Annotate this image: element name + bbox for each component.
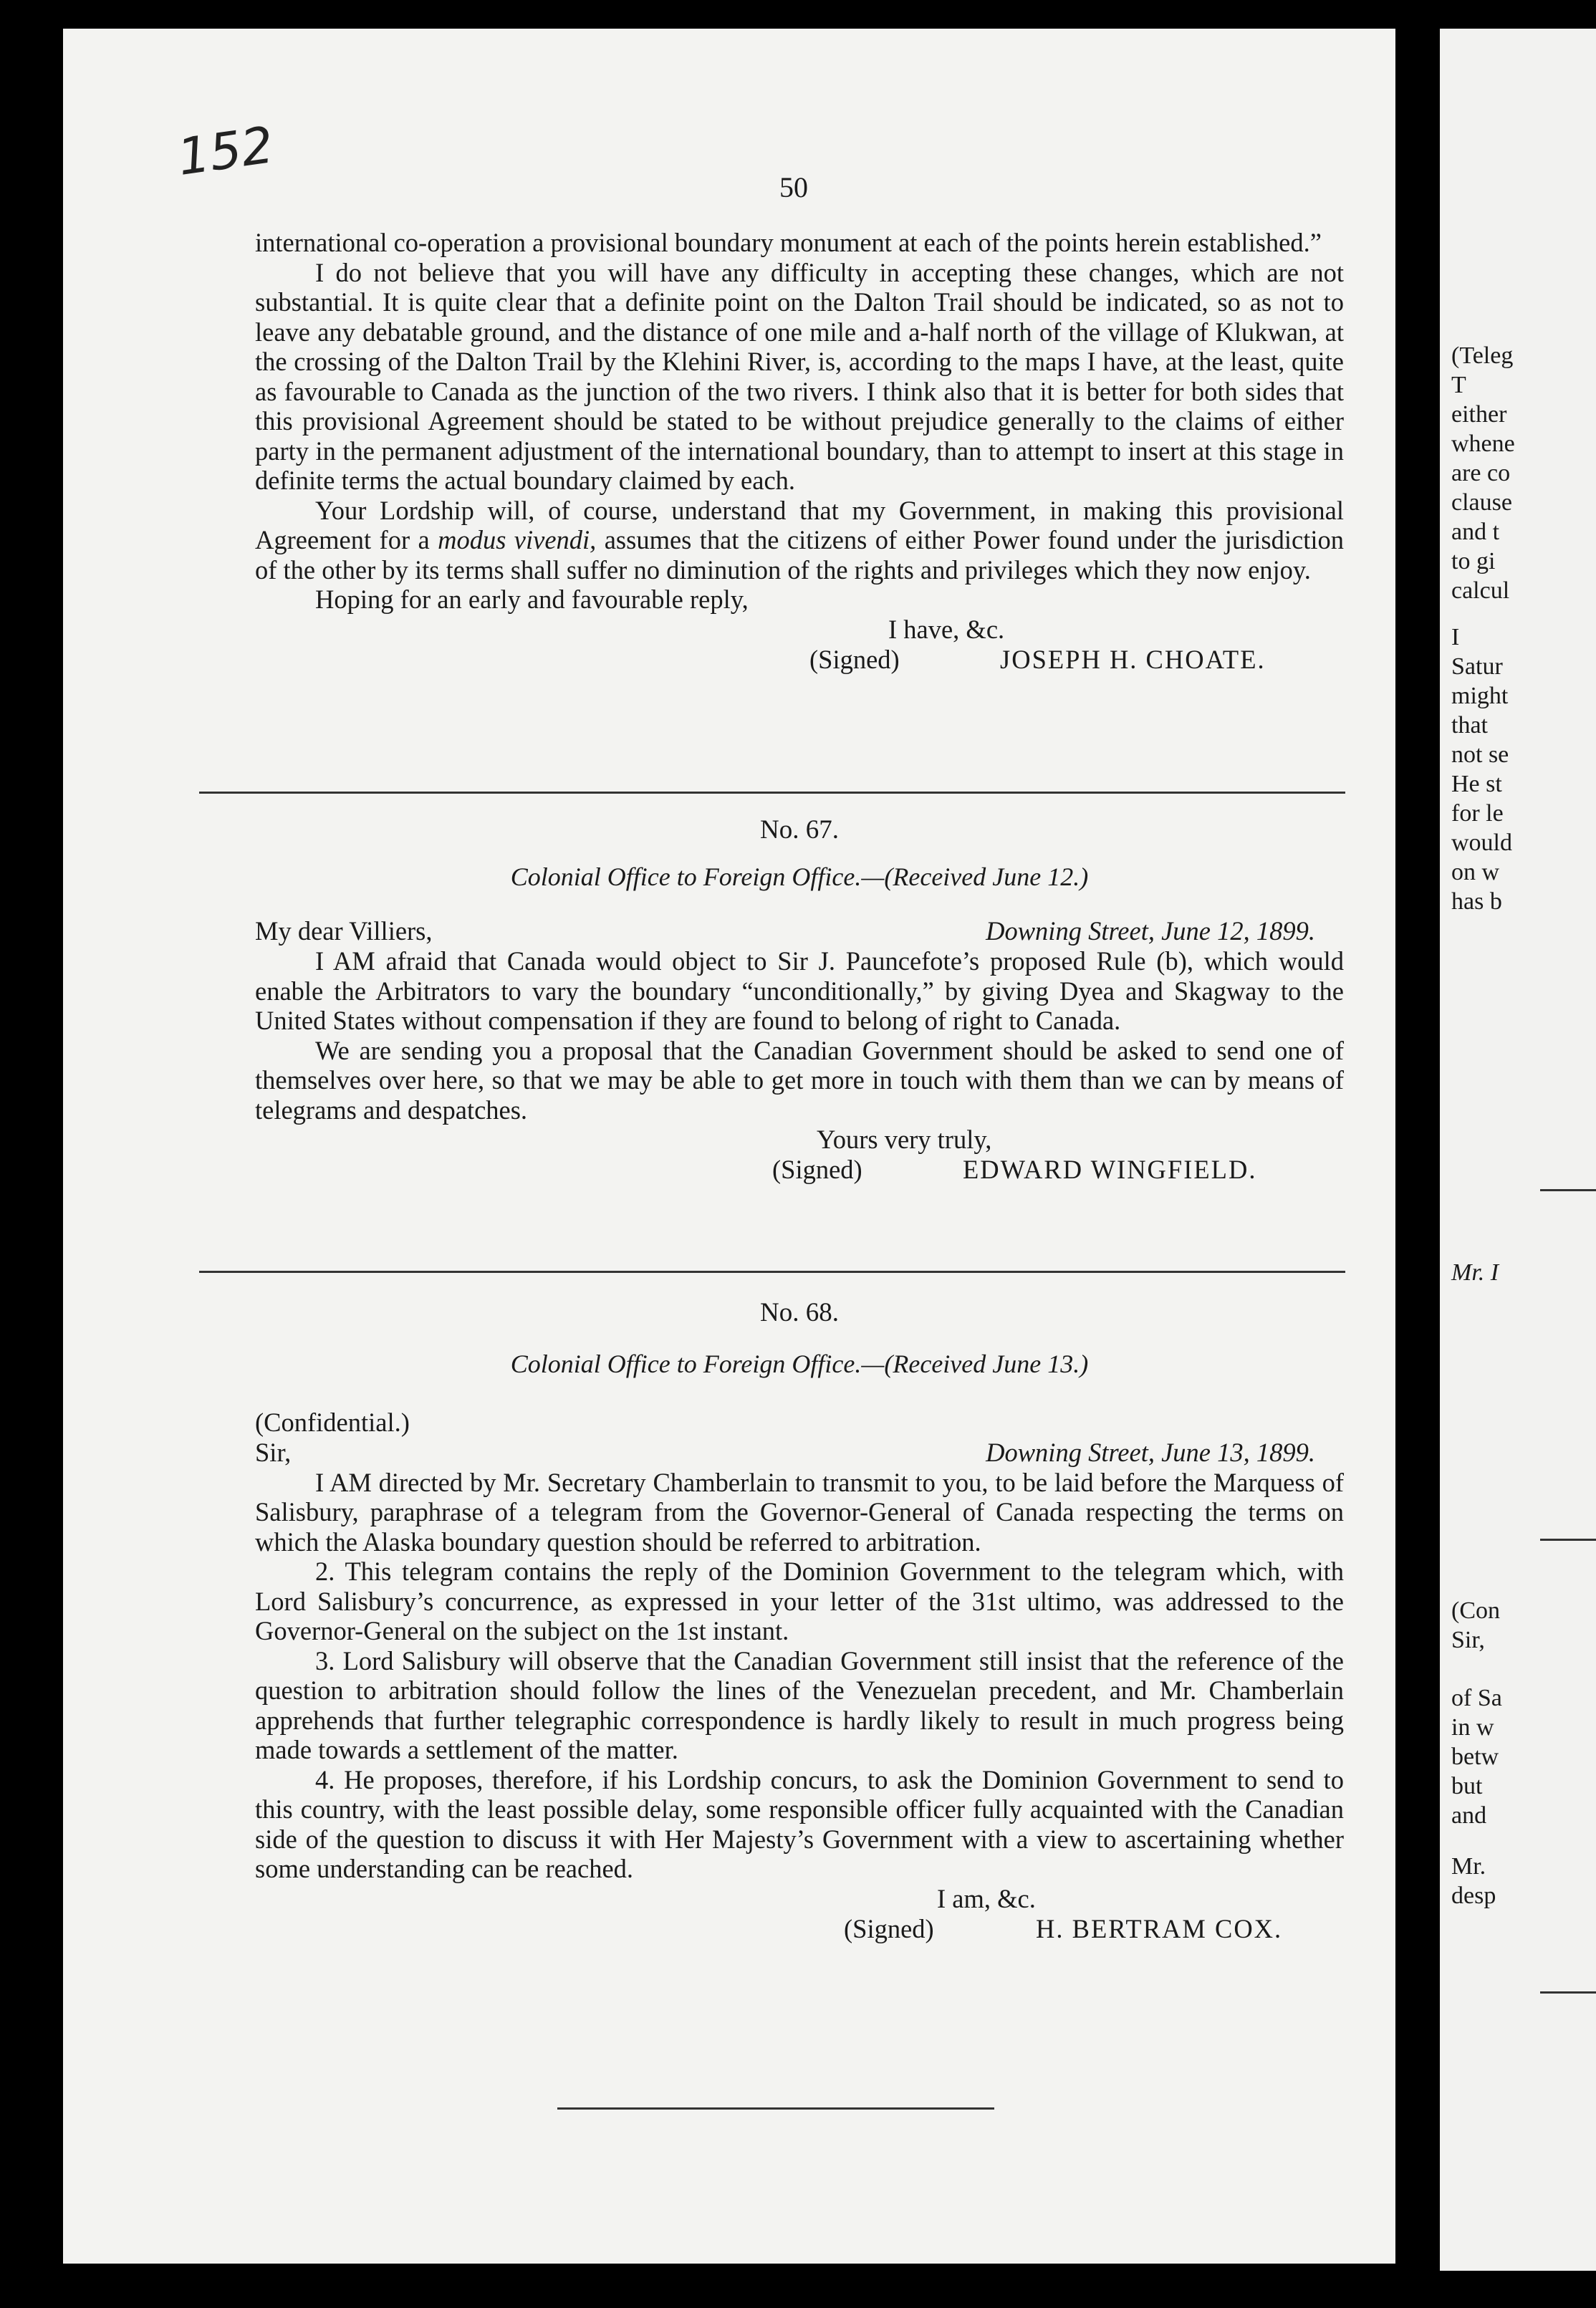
dateline: Downing Street, June 12, 1899. xyxy=(986,916,1315,946)
adjacent-text-line: I xyxy=(1451,624,1460,650)
adjacent-text-line: Mr. I xyxy=(1451,1259,1499,1286)
page-number: 50 xyxy=(779,171,808,203)
closing-line: Yours very truly, xyxy=(817,1125,992,1154)
confidential-label: (Confidential.) xyxy=(255,1408,410,1437)
adjacent-page-fragment xyxy=(1440,29,1596,2271)
adjacent-text-line: in w xyxy=(1451,1714,1494,1741)
salutation-dateline xyxy=(255,916,1344,946)
document-number: No. 67. xyxy=(760,815,839,845)
body-paragraph: 4. He proposes, therefore, if his Lordship concurs, to ask the Dominion Government to send to this country, with the least possible delay, some responsible officer fully acquainted with the Canadian side of the question to discuss it with Her Majesty’s Government with a view to ascertaining whether some understanding can be reached. xyxy=(255,1764,1344,1883)
signature-line xyxy=(255,1914,1344,1944)
document-page xyxy=(63,29,1395,2264)
adjacent-text-line: either xyxy=(1451,401,1507,428)
letter-choate-continuation xyxy=(255,228,1344,675)
adjacent-text-line: Sir, xyxy=(1451,1627,1485,1653)
adjacent-text-line: and t xyxy=(1451,519,1500,545)
adjacent-text-line: clause xyxy=(1451,489,1512,516)
document-heading: Colonial Office to Foreign Office.—(Received June 12.) xyxy=(510,862,1089,891)
adjacent-text-line: that xyxy=(1451,712,1488,739)
adjacent-text-line: T xyxy=(1451,372,1466,398)
signature-line xyxy=(255,1155,1344,1185)
adjacent-text-line: to gi xyxy=(1451,548,1496,574)
adjacent-text-line: has b xyxy=(1451,888,1502,915)
document-heading: Colonial Office to Foreign Office.—(Received June 13.) xyxy=(510,1349,1089,1378)
letter-no-67 xyxy=(255,815,1344,1185)
signed-label: (Signed) xyxy=(844,1913,934,1943)
adjacent-text-line: but xyxy=(1451,1773,1483,1799)
signed-label: (Signed) xyxy=(772,1155,862,1184)
salutation: Sir, xyxy=(255,1437,292,1467)
adjacent-text-line: betw xyxy=(1451,1744,1499,1770)
adjacent-text-line: are co xyxy=(1451,460,1511,486)
body-paragraph: I AM afraid that Canada would object to Sir J. Pauncefote’s proposed Rule (b), which would enable the Arbitrators to vary the boundary “unconditionally,” by giving Dyea and Skagway to the United States without compensation if they are found to belong of right to Canada. xyxy=(255,946,1344,1035)
adjacent-text-line: (Teleg xyxy=(1451,342,1514,369)
section-divider xyxy=(199,1271,1345,1273)
adjacent-text-line: Satur xyxy=(1451,653,1503,680)
adjacent-text-line: and xyxy=(1451,1802,1487,1829)
adjacent-text-line: He st xyxy=(1451,771,1502,797)
section-divider xyxy=(199,792,1345,794)
body-paragraph: 3. Lord Salisbury will observe that the Canadian Government still insist that the reference of the question to arbitration should follow the lines of the Venezuelan precedent, and Mr. Chamberlain apprehends that further telegraphic correspondence is hardly likely to result in much progress being made towards a settlement of the matter. xyxy=(255,1645,1344,1764)
adjacent-text-line: Mr. xyxy=(1451,1853,1486,1880)
adjacent-text-line: not se xyxy=(1451,741,1509,768)
body-paragraph: 2. This telegram contains the reply of the Dominion Government to the telegram which, with Lord Salisbury’s concurrence, as expressed in your letter of the 31st ultimo, was addressed to the Governor-General on the subject on the 1st instant. xyxy=(255,1557,1344,1645)
body-paragraph: I do not believe that you will have any difficulty in accepting these changes, which are not substantial. It is quite clear that a definite point on the Dalton Trail should be indicated, so as not to leave any debatable ground, and the distance of one mile and a-half north of the village of Klukwan, at the crossing of the Dalton Trail by the Klehini River, is, according to the maps I have, at the least, quite as favourable to Canada as the junction of the two rivers. I think also that it is better for both sides that this provisional Agreement should be stated to be without prejudice generally to the claims of either party in the permanent adjustment of the international boundary, than to attempt to insert at this stage in definite terms the actual boundary claimed by each. xyxy=(255,257,1344,495)
letter-no-68 xyxy=(255,1298,1344,1944)
adjacent-divider xyxy=(1540,1189,1596,1191)
adjacent-text-line: (Con xyxy=(1451,1597,1500,1624)
adjacent-text-line: calcul xyxy=(1451,577,1510,604)
end-rule xyxy=(557,2107,994,2110)
adjacent-text-line: of Sa xyxy=(1451,1685,1502,1711)
closing-line: I have, &c. xyxy=(888,614,1005,644)
signature-line xyxy=(255,645,1344,675)
document-number: No. 68. xyxy=(760,1298,839,1327)
adjacent-text-line: for le xyxy=(1451,800,1504,827)
body-paragraph: We are sending you a proposal that the Canadian Government should be asked to send one of themselves over here, so that we may be able to get more in touch with them than we can by means of telegrams and despatches. xyxy=(255,1035,1344,1125)
body-paragraph: Your Lordship will, of course, understand that my Government, in making this provisional Agreement for a modus vivendi, assumes that the citizens of either Power found under the jurisdiction of the other by its terms shall suffer no diminution of the rights and privileges which they now enjoy. xyxy=(255,495,1344,585)
opening-paragraph: international co-operation a provisional boundary monument at each of the points herein established.” xyxy=(255,228,1322,257)
signer-name: EDWARD WINGFIELD. xyxy=(963,1155,1257,1184)
body-paragraph: I AM directed by Mr. Secretary Chamberlain to transmit to you, to be laid before the Marquess of Salisbury, paraphrase of a telegram from the Governor-General of Canada respecting the terms on which the Alaska boundary question should be referred to arbitration. xyxy=(255,1467,1344,1557)
adjacent-divider xyxy=(1540,1991,1596,1994)
body-paragraph: Hoping for an early and favourable reply, xyxy=(315,585,749,614)
adjacent-text-line: might xyxy=(1451,683,1509,709)
signer-name: H. BERTRAM COX. xyxy=(1036,1913,1283,1943)
signer-name: JOSEPH H. CHOATE. xyxy=(1000,644,1266,674)
salutation-dateline xyxy=(255,1438,1344,1468)
adjacent-divider xyxy=(1540,1539,1596,1541)
salutation: My dear Villiers, xyxy=(255,916,433,946)
handwritten-page-note: 152 xyxy=(173,115,277,187)
adjacent-text-line: whene xyxy=(1451,431,1515,457)
adjacent-text-line: would xyxy=(1451,830,1512,856)
adjacent-text-line: on w xyxy=(1451,859,1500,885)
dateline: Downing Street, June 13, 1899. xyxy=(986,1437,1315,1467)
signed-label: (Signed) xyxy=(809,644,900,674)
adjacent-text-line: desp xyxy=(1451,1883,1496,1909)
closing-line: I am, &c. xyxy=(937,1883,1036,1913)
